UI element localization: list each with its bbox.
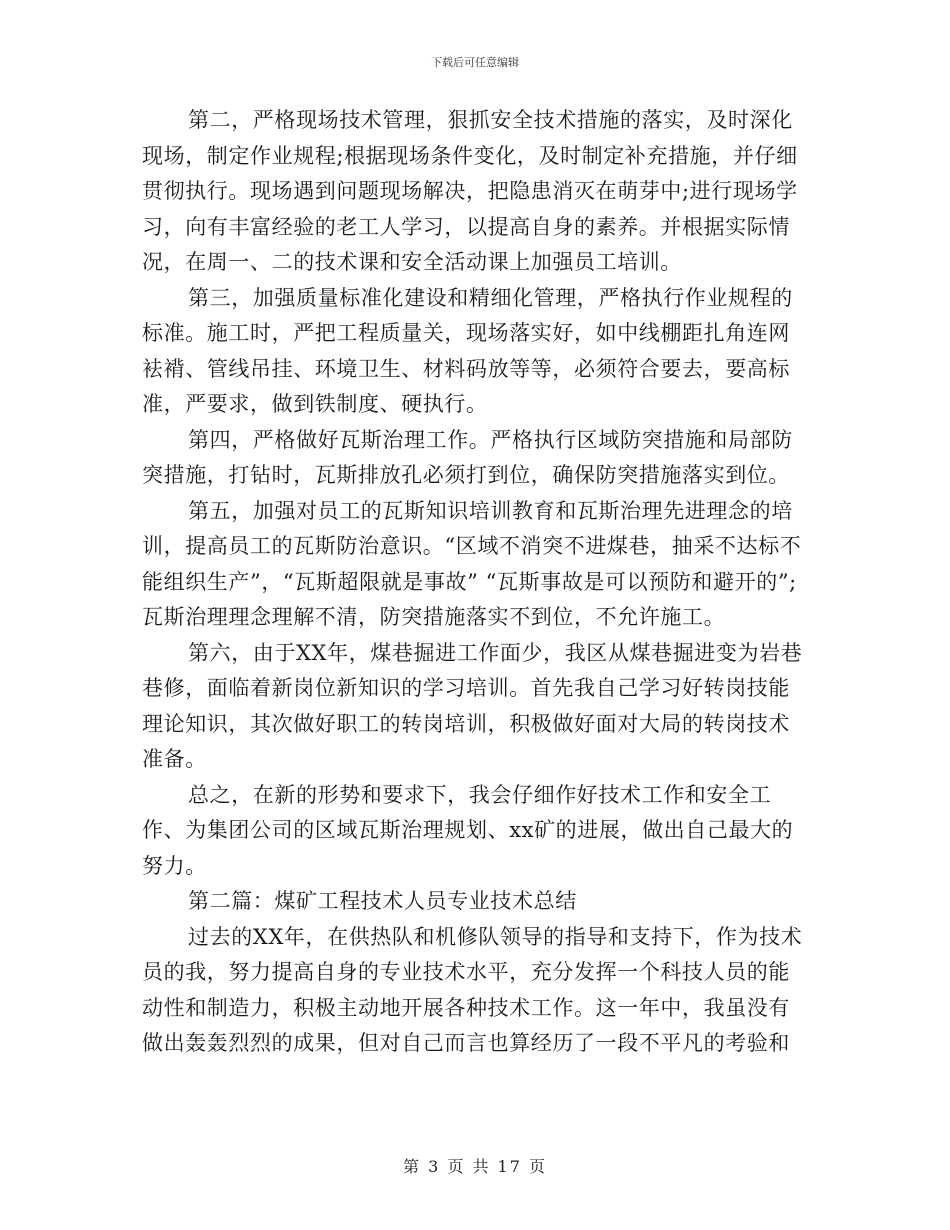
paragraph-fifth-point: 第五，加强对员工的瓦斯知识培训教育和瓦斯治理先进理念的培训，提高员工的瓦斯防治意识。“区域不消突不进煤巷，抽采不达标不能组织生产”，“瓦斯超限就是事故” “瓦斯事故是可以预防和避开的”;瓦斯治理理念理解不清，防突措施落实不到位，不允许施工。 xyxy=(142,498,802,629)
paragraph-sixth-point: 第六，由于XX年，煤巷掘进工作面少，我区从煤巷掘进变为岩巷巷修，面临着新岗位新知识的学习培训。首先我自己学习好转岗技能理论知识，其次做好职工的转岗培训，积极做好面对大局的转岗技术准备。 xyxy=(142,640,803,771)
paragraph-conclusion: 总之，在新的形势和要求下，我会仔细作好技术工作和安全工作、为集团公司的区域瓦斯治理规划、xx矿的进展，做出自己最大的努力。 xyxy=(142,782,794,878)
section-heading: 第二篇：煤矿工程技术人员专业技术总结 xyxy=(188,889,577,913)
page-footer: 第 3 页 共 17 页 xyxy=(403,1157,547,1176)
paragraph-third-point: 第三，加强质量标准化建设和精细化管理，严格执行作业规程的标准。施工时，严把工程质量关，现场落实好，如中线棚距扎角连网袪褙、管线吊挂、环境卫生、材料码放等等，必须符合要去，要高标准，严要求，做到铁制度、硬执行。 xyxy=(142,285,793,416)
paragraph-fourth-point: 第四，严格做好瓦斯治理工作。严格执行区域防突措施和局部防突措施，打钻时，瓦斯排放孔必须打到位，确保防突措施落实到位。 xyxy=(142,427,793,487)
paragraph-second-point: 第二，严格现场技术管理，狠抓安全技术措施的落实，及时深化现场，制定作业规程;根据现场条件变化，及时制定补充措施，并仔细贯彻执行。现场遇到问题现场解决，把隐患消灭在萌芽中;进行现场学习，向有丰富经验的老工人学习，以提高自身的素养。并根据实际情况，在周一、二的技术课和安全活动课上加强员工培训。 xyxy=(142,108,798,274)
document-body xyxy=(142,103,810,1062)
page-header: 下载后可任意编辑 xyxy=(431,56,519,69)
paragraph-intro: 过去的XX年，在供热队和机修队领导的指导和支持下，作为技术员的我，努力提高自身的专业技术水平，充分发挥一个科技人员的能动性和制造力，积极主动地开展各种技术工作。这一年中，我虽没有做出轰轰烈烈的成果，但对自己而言也算经历了一段不平凡的考验和 xyxy=(142,924,803,1055)
